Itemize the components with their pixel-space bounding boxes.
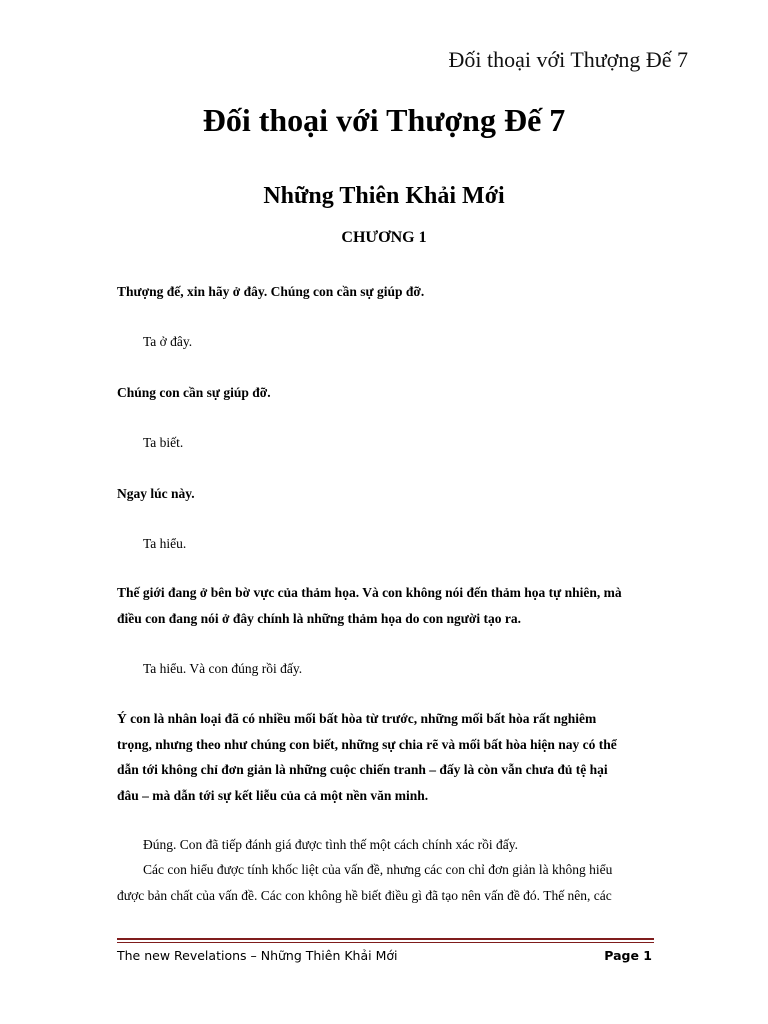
question-paragraph [117, 706, 652, 808]
text-line: trọng, nhưng theo như chúng con biết, những sự chia rẽ và mối bất hòa hiện nay có thể [117, 736, 617, 752]
chapter-heading: CHƯƠNG 1 [341, 229, 427, 246]
text-line: Chúng con cần sự giúp đỡ. [117, 385, 271, 400]
text-line: được bản chất của vấn đề. Các con không hề biết điều gì đã tạo nên vấn đề đó. Thế nên, các [117, 887, 612, 903]
question-paragraph [117, 481, 652, 507]
book-subtitle: Những Thiên Khải Mới [263, 183, 505, 209]
text-line: Ta hiểu. [143, 536, 187, 551]
answer-paragraph [117, 832, 652, 858]
footer-rule-thin [117, 942, 654, 943]
text-line: đâu – mà dẫn tới sự kết liễu của cả một nền văn minh. [117, 787, 429, 803]
footer-rule [117, 938, 654, 940]
answer-paragraph [117, 430, 652, 456]
page-number: Page 1 [604, 948, 652, 963]
text-line: Thế giới đang ở bên bờ vực của thảm họa. Và con không nói đến thảm họa tự nhiên, mà [117, 585, 622, 600]
footer-book-title: The new Revelations – Những Thiên Khải Mới [117, 948, 398, 963]
answer-paragraph [117, 531, 652, 557]
text-line: Thượng đế, xin hãy ở đây. Chúng con cần sự giúp đỡ. [117, 284, 425, 299]
text-line: điều con đang nói ở đây chính là những thảm họa do con người tạo ra. [117, 610, 521, 626]
text-line: Các con hiểu được tính khốc liệt của vấn đề, nhưng các con chỉ đơn giản là không hiểu [143, 862, 613, 877]
text-line: Ta biết. [143, 435, 184, 450]
question-paragraph [117, 580, 652, 631]
text-line: Ta hiểu. Và con đúng rồi đấy. [143, 661, 303, 676]
answer-paragraph [117, 857, 652, 908]
text-line: Ý con là nhân loại đã có nhiều mối bất hòa từ trước, những mối bất hòa rất nghiêm [117, 711, 597, 726]
text-line: dẫn tới không chỉ đơn giản là những cuộc chiến tranh – đấy là còn vẫn chưa đủ tệ hại [117, 762, 608, 777]
text-line: Ta ở đây. [143, 334, 193, 349]
question-paragraph [117, 380, 652, 406]
text-line: Ngay lúc này. [117, 486, 195, 501]
text-line: Đúng. Con đã tiếp đánh giá được tình thế một cách chính xác rồi đấy. [143, 837, 518, 852]
answer-paragraph [117, 329, 652, 355]
running-header: Đối thoại với Thượng Đế 7 [448, 47, 688, 72]
book-title: Đối thoại với Thượng Đế 7 [202, 102, 566, 138]
question-paragraph [117, 279, 652, 305]
answer-paragraph [117, 656, 652, 682]
